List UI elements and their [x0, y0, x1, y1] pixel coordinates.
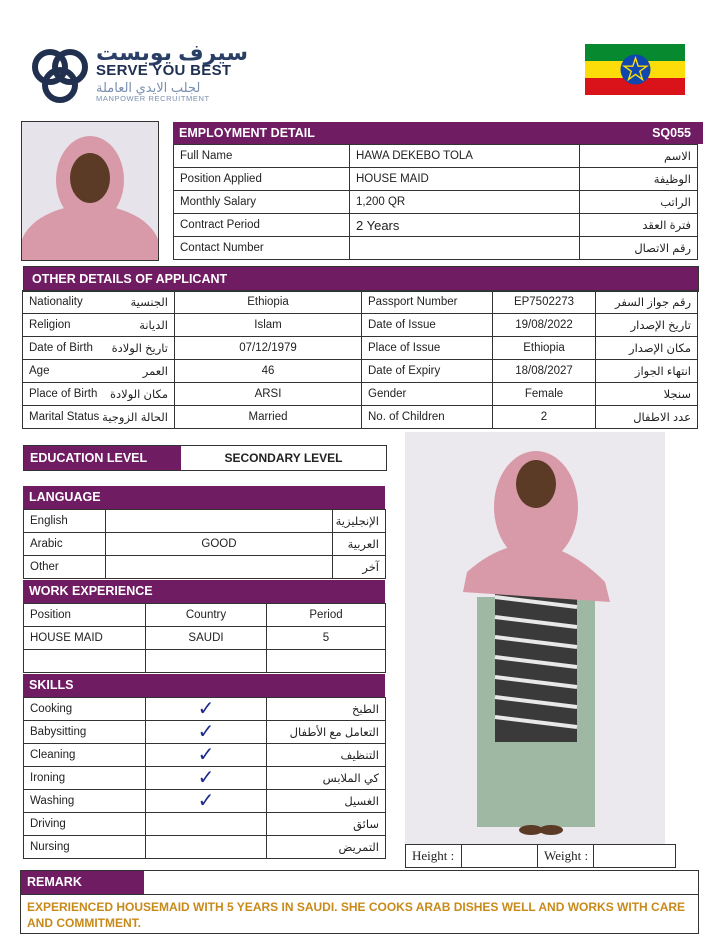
remark-title: REMARK	[21, 871, 144, 894]
skill-name-arabic: التمريض	[267, 836, 386, 859]
language-table	[23, 509, 386, 579]
work-country: SAUDI	[146, 627, 267, 650]
row-value: 2 Years	[350, 214, 580, 237]
field-label-arabic: الديانة	[139, 320, 168, 332]
table-row	[24, 510, 386, 533]
row-value	[350, 237, 580, 260]
skill-check-cell	[146, 721, 267, 744]
skill-name: Driving	[24, 813, 146, 836]
skill-check-cell	[146, 744, 267, 767]
flag-emblem-icon	[619, 53, 652, 86]
language-name: Other	[24, 556, 106, 579]
skills-table	[23, 697, 386, 859]
table-row	[174, 237, 698, 260]
remark-box	[20, 870, 699, 934]
work-position: HOUSE MAID	[24, 627, 146, 650]
height-value	[462, 845, 538, 868]
checkmark-icon: ✓	[197, 721, 215, 743]
education-level-box	[23, 445, 387, 471]
table-row	[24, 767, 386, 790]
field-value: Ethiopia	[493, 337, 596, 360]
field-value: Female	[493, 383, 596, 406]
table-row	[24, 721, 386, 744]
row-label: Full Name	[174, 145, 350, 168]
field-label: No. of Children	[362, 406, 493, 429]
work-country	[146, 650, 267, 673]
field-label: Religion	[29, 319, 71, 331]
skill-check-cell	[146, 767, 267, 790]
skill-name: Cleaning	[24, 744, 146, 767]
education-level-value: SECONDARY LEVEL	[224, 451, 343, 465]
row-label-arabic: الراتب	[580, 191, 698, 214]
education-level-label: EDUCATION LEVEL	[24, 446, 181, 470]
language-name-arabic: الإنجليزية	[333, 510, 386, 533]
language-name: English	[24, 510, 106, 533]
skill-name: Cooking	[24, 698, 146, 721]
row-label-arabic: الاسم	[580, 145, 698, 168]
skill-name-arabic: الطبخ	[267, 698, 386, 721]
field-value: ARSI	[175, 383, 362, 406]
height-label: Height :	[406, 845, 462, 868]
work-experience-header	[23, 580, 385, 603]
language-level: GOOD	[106, 533, 333, 556]
skill-name-arabic: التعامل مع الأطفال	[267, 721, 386, 744]
language-name-arabic: العربية	[333, 533, 386, 556]
work-period: 5	[267, 627, 386, 650]
logo-english-tagline: MANPOWER RECRUITMENT	[96, 94, 210, 103]
remark-text: EXPERIENCED HOUSEMAID WITH 5 YEARS IN SAUDI. SHE COOKS ARAB DISHES WELL AND WORKS WITH CARE AND COMMITMENT.	[27, 900, 686, 930]
table-row	[24, 627, 386, 650]
table-row	[23, 337, 698, 360]
table-row	[23, 314, 698, 337]
weight-label: Weight :	[538, 845, 594, 868]
field-label: Date of Expiry	[362, 360, 493, 383]
field-label: Age	[29, 365, 50, 377]
height-weight-table	[405, 844, 676, 868]
applicant-full-body-photo	[405, 432, 665, 844]
row-label: Monthly Salary	[174, 191, 350, 214]
row-label-arabic: فترة العقد	[580, 214, 698, 237]
skills-header	[23, 674, 385, 697]
field-label: Marital Status	[29, 411, 100, 423]
field-label-arabic: الجنسية	[130, 297, 168, 309]
work-position	[24, 650, 146, 673]
skill-name-arabic: التنظيف	[267, 744, 386, 767]
logo-arabic-name: سيرف يوبست	[96, 40, 248, 65]
logo-arabic-tagline: لجلب الايدي العاملة	[96, 80, 201, 95]
row-label-arabic: الوظيفة	[580, 168, 698, 191]
other-details-table	[22, 290, 698, 429]
skill-name: Babysitting	[24, 721, 146, 744]
checkmark-icon: ✓	[197, 790, 215, 812]
checkmark-icon: ✓	[197, 767, 215, 789]
table-row	[24, 836, 386, 859]
field-label-arabic: سنجلا	[596, 383, 698, 406]
field-label-arabic: عدد الاطفال	[596, 406, 698, 429]
skill-check-cell	[146, 698, 267, 721]
skill-name-arabic: الغسيل	[267, 790, 386, 813]
table-row	[23, 406, 698, 429]
row-value: HOUSE MAID	[350, 168, 580, 191]
row-label: Position Applied	[174, 168, 350, 191]
field-label-arabic: مكان الإصدار	[596, 337, 698, 360]
language-title: LANGUAGE	[29, 490, 101, 504]
table-row	[24, 813, 386, 836]
work-experience-table	[23, 603, 386, 673]
table-row	[174, 214, 698, 237]
table-row	[24, 556, 386, 579]
row-label: Contact Number	[174, 237, 350, 260]
language-name: Arabic	[24, 533, 106, 556]
field-value: 07/12/1979	[175, 337, 362, 360]
row-label: Contract Period	[174, 214, 350, 237]
column-header-country: Country	[146, 604, 267, 627]
table-row	[406, 845, 676, 868]
language-header	[23, 486, 385, 509]
field-label-arabic: تاريخ الولادة	[111, 343, 168, 355]
employment-detail-title: EMPLOYMENT DETAIL	[179, 126, 315, 140]
field-label-arabic: انتهاء الجواز	[596, 360, 698, 383]
checkmark-icon: ✓	[197, 744, 215, 766]
field-value: EP7502273	[493, 291, 596, 314]
column-header-position: Position	[24, 604, 146, 627]
employment-detail-table	[173, 144, 698, 260]
field-label-arabic: الحالة الزوجية	[102, 412, 168, 424]
field-value: 46	[175, 360, 362, 383]
table-row	[24, 650, 386, 673]
ethiopia-flag-icon	[585, 44, 685, 95]
other-details-header	[23, 266, 699, 292]
language-name-arabic: آخر	[333, 556, 386, 579]
skill-name: Washing	[24, 790, 146, 813]
row-label-arabic: رقم الاتصال	[580, 237, 698, 260]
table-row	[174, 168, 698, 191]
employment-detail-header	[173, 122, 703, 144]
applicant-portrait-photo	[21, 121, 159, 261]
skill-check-cell	[146, 813, 267, 836]
field-label-arabic: العمر	[142, 366, 168, 378]
applicant-code: SQ055	[652, 126, 691, 140]
skills-title: SKILLS	[29, 678, 74, 692]
field-label: Place of Issue	[362, 337, 493, 360]
table-row	[24, 533, 386, 556]
field-label: Passport Number	[362, 291, 493, 314]
table-row	[24, 698, 386, 721]
field-value: Ethiopia	[175, 291, 362, 314]
field-value: 2	[493, 406, 596, 429]
field-label: Date of Birth	[29, 342, 93, 354]
column-header-period: Period	[267, 604, 386, 627]
skill-name-arabic: كي الملابس	[267, 767, 386, 790]
weight-value	[594, 845, 676, 868]
language-level	[106, 510, 333, 533]
table-row	[23, 291, 698, 314]
table-row	[24, 790, 386, 813]
row-value: 1,200 QR	[350, 191, 580, 214]
field-value: 19/08/2022	[493, 314, 596, 337]
skill-name-arabic: سائق	[267, 813, 386, 836]
field-label-arabic: رقم جواز السفر	[596, 291, 698, 314]
field-label: Date of Issue	[362, 314, 493, 337]
work-period	[267, 650, 386, 673]
table-header-row	[24, 604, 386, 627]
table-row	[23, 383, 698, 406]
table-row	[174, 145, 698, 168]
language-level	[106, 556, 333, 579]
skill-check-cell	[146, 790, 267, 813]
row-value: HAWA DEKEBO TOLA	[350, 145, 580, 168]
table-row	[174, 191, 698, 214]
field-value: 18/08/2027	[493, 360, 596, 383]
checkmark-icon: ✓	[197, 698, 215, 720]
other-details-title: OTHER DETAILS OF APPLICANT	[32, 272, 228, 286]
field-label: Place of Birth	[29, 388, 98, 400]
skill-name: Nursing	[24, 836, 146, 859]
skill-name: Ironing	[24, 767, 146, 790]
table-row	[24, 744, 386, 767]
field-value: Married	[175, 406, 362, 429]
work-experience-title: WORK EXPERIENCE	[29, 584, 153, 598]
field-label: Gender	[362, 383, 493, 406]
skill-check-cell	[146, 836, 267, 859]
field-label: Nationality	[29, 296, 83, 308]
table-row	[23, 360, 698, 383]
field-label-arabic: تاريخ الإصدار	[596, 314, 698, 337]
field-label-arabic: مكان الولادة	[110, 389, 168, 401]
logo-english-name: SERVE YOU BEST	[96, 62, 232, 79]
field-value: Islam	[175, 314, 362, 337]
logo-icon	[28, 47, 92, 105]
